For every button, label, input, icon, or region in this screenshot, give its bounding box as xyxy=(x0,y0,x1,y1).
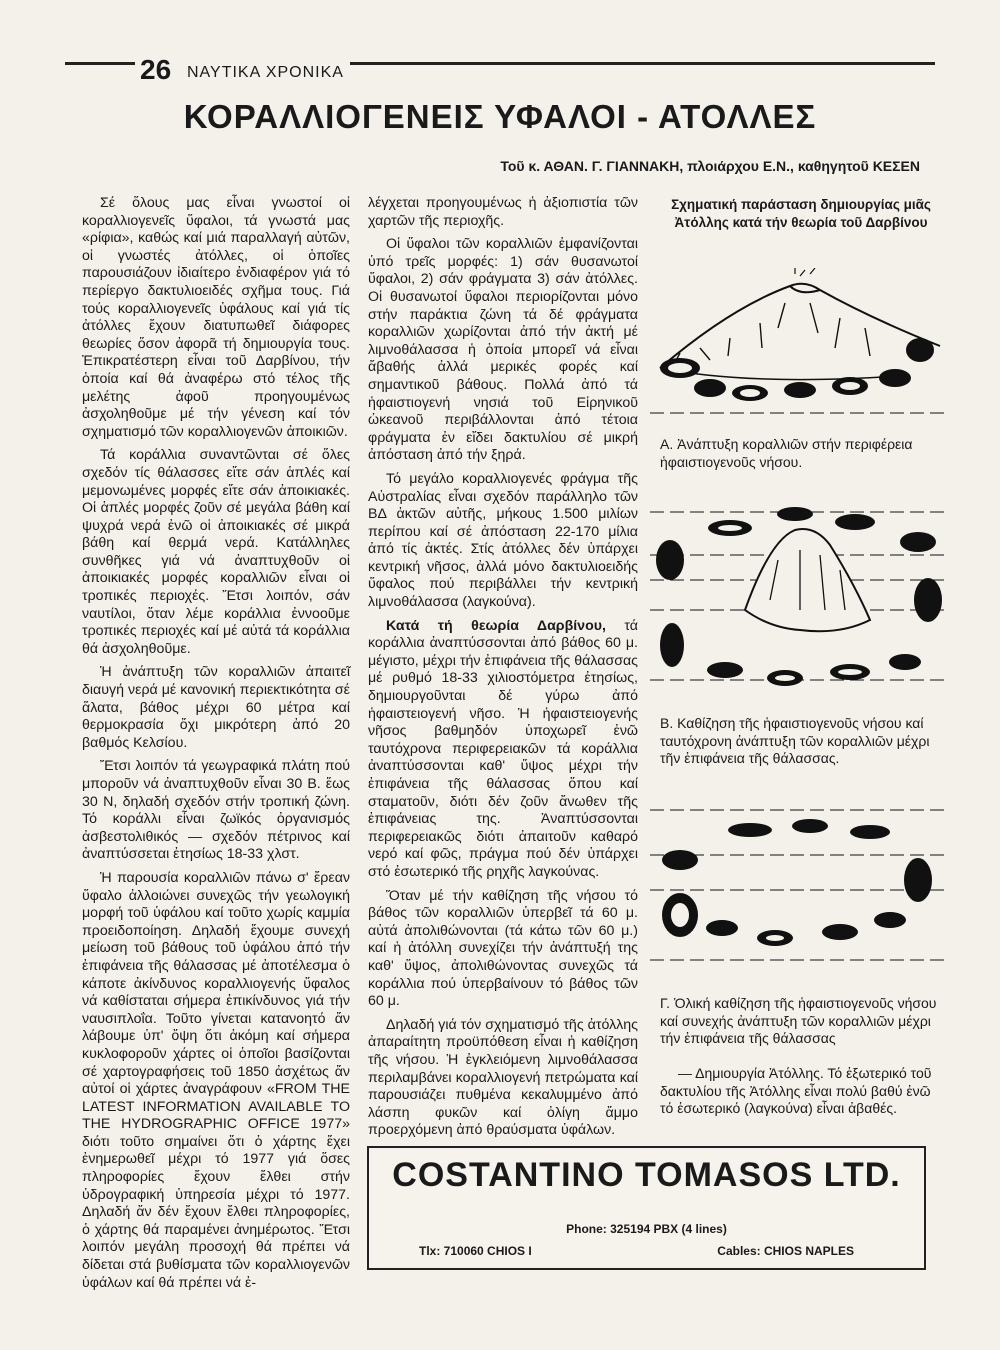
paragraph xyxy=(368,618,638,882)
paragraph: Τά κοράλλια συναντῶνται σέ ὅλες σχεδόν τίς θάλασσες εἴτε σάν ἁπλές καί μεμονωμένες μορφές εἴτε σάν ἀποικιακές. Οἱ ἁπλές μορφές ζοῦν σέ μεγάλα βάθη καί ψυχρά νερά ἐνῶ οἱ ἀποικιακές σέ μικρά βάθη καί θερμά νερά. Κατάλληλες συνθῆκες γιά νά ἀναπτυχθοῦν οἱ ἀποικιακές μορφές κοραλλιῶν εἶναι οἱ τροπικές περιοχές. Ἔτσι λοιπόν, σάν ναυτίλοι, ὅταν λέμε κοράλλια ἐννοοῦμε τροπικές περιοχές καί μέ αὐτά τά κοράλλια θά ἀσχοληθοῦμε. xyxy=(82,447,350,657)
advertiser-telex: Tlx: 710060 CHIOS I xyxy=(419,1244,532,1258)
caption-stage-a: Α. Ἀνάπτυξη κοραλλιῶν στήν περιφέρεια ἡφαιστιογενοῦς νήσου. xyxy=(660,436,913,470)
paragraph: Οἱ ὕφαλοι τῶν κοραλλιῶν ἐμφανίζονται ὑπό τρεῖς μορφές: 1) σάν θυσανωτοί ὕφαλοι, 2) σάν φράγματα 3) σάν ἀτόλλες. Οἱ θυσανωτοί ὕφαλοι περιορίζονται μόνο στήν παράκτια ζώνη τά δέ φράγματα κοραλλιῶν χωρίζονται ἀπό τήν ἀκτή μέ λιμνοθάλασσα ἡ ὁποία μπορεῖ νά εἶναι ἄβαθής ἀλλά μερικές φορές καί σημαντικοῦ βάθους. Πολλά ἀπό τά ἡφαιστιογενή νησιά τοῦ Εἰρηνικοῦ ὠκεανοῦ περιβάλλονται ἀπό τέτοια φράγματα ἐν εἴδει δακτυλίου σέ μικρή ἀπόσταση ἀπό τήν ξηρά. xyxy=(368,236,638,464)
page-number: 26 xyxy=(140,54,172,85)
text-column-2 xyxy=(368,195,638,1146)
advertisement-box xyxy=(367,1146,926,1270)
text-column-1 xyxy=(82,195,350,1298)
advertiser-phone: Phone: 325194 PBX (4 lines) xyxy=(566,1222,727,1236)
article-title: ΚΟΡΑΛΛΙΟΓΕΝΕΙΣ ΥΦΑΛΟΙ - ΑΤΟΛΛΕΣ xyxy=(183,98,817,135)
caption-stage-c-note: — Δημιουργία Ἀτόλλης. Τό ἐξωτερικό τοῦ δακτυλίου τῆς Ἀτόλλης εἶναι πολύ βαθύ ἐνῶ τό ἐσωτερικό (λαγκούνα) εἶναι ἀβαθές. xyxy=(660,1065,932,1116)
illustration-stage-a xyxy=(650,268,950,418)
advertiser-cables: Cables: CHIOS NAPLES xyxy=(717,1244,854,1258)
paragraph: Ὅταν μέ τήν καθίζηση τῆς νήσου τό βάθος τῶν κοραλλιῶν ὑπερβεῖ τά 60 μ. αὐτά ἀπολιθώνονται (τά κάτω τῶν 60 μ.) καί ἡ ἀτόλλη συνεχίζει τήν ἀνάπτυξή της καθ' ὕψος, ἀπολιθώνοντας συνεχῶς τά κοράλλια πού ὑπερβαίνουν τό βάθος τῶν 60 μ. xyxy=(368,887,638,1010)
paragraph: Ἡ παρουσία κοραλλιῶν πάνω σ' ἔρεαν ὕφαλο ἀλλοιώνει συνεχῶς τήν γεωλογική μορφή τοῦ ὑφάλου καί τοῦτο χωρίς καμμία προειδοποίηση. Δηλαδή ἔχουμε συνεχή μείωση τοῦ βάθους τοῦ ὑφάλου ἀπό τήν ἐπιφάνεια τῆς θάλασσας μέ ἀποτέλεσμα ὁ κάποτε ἀκίνδυνος κοραλλιογενής ὕφαλος νά καθίσταται σήμερα ἐπικίνδυνος γιά τήν ναυσιπλοΐα. Τοῦτο γίνεται κατανοητό ἄν λάβουμε ὑπ' ὄψη ὅτι ἀκόμη καί σήμερα κυκλοφοροῦν χάρτες οἱ ὁποῖοι βασίζονται σέ χαρτογραφήσεις τοῦ 1850 ἀσχέτως ἄν αὐτοί οἱ χάρτες ἀναγράφουν «FROM THE LATEST INFORMATION AVAILABLE TO THE HYDROGRAPHIC OFFICE 1977» διότι τοῦτο σημαίνει ὅτι ὁ χάρτης ἔχει ἐνημερωθεῖ μέχρι τό 1977 γιά ὅσες πληροφορίες ἔχουν ἔλθει στήν ὑδρογραφική ὑπηρεσία μέχρι τό 1977. Δηλαδή ἄν δέν ἔχουν ἔλθει πληροφορίες, ὁ χάρτης θά παραμένει ἀνημέρωτος. Ἔτσι λοιπόν μεγάλη προσοχή θά πρέπει νά δίδεται στά βυθίσματα τῶν κοραλλιογενῶν ὑφάλων καί θά πρέπει νά ἐ- xyxy=(82,869,350,1291)
bold-lead-in: Κατά τή θεωρία Δαρβίνου, xyxy=(386,617,606,634)
paragraph-text: τά κοράλλια ἀναπτύσσονται ἀπό βάθος 60 μ. μέγιστο, μέχρι τήν ἐπιφάνεια τῆς θάλασσας μέ ρυθμό 18-33 χιλιοστόμετρα ἐτησίως, δημιουργοῦνται δέ γύρω ἀπό ἡφαιστειογενή νῆσο. Ἡ ἡφαιστειογενής νῆσος βαθμηδόν ὑποχωρεῖ ἐνῶ ταυτόχρονα περιφερειακῶν τά κοράλλια ἀναπτύσσονται καθ' ὕψος μέχρι τήν ἐπιφάνεια τῆς θάλασσας ὅπου καί σταματοῦν, διότι δέν ζοῦν ἄνωθεν τῆς ἐπιφάνειας της. Ἀναπτύσσονται περιφερειακῶς διότι ἀπαιτοῦν καθαρό νερό καί φῶς, πράγμα πού δέν ὑπάρχει στό ἐσωτερικό τῆς ρηχῆς λαγκούνας. xyxy=(368,617,638,880)
advertiser-name: COSTANTINO TOMASOS LTD. xyxy=(392,1156,901,1194)
paragraph: λέγχεται προηγουμένως ἡ ἀξιοπιστία τῶν χαρτῶν τῆς περιοχῆς. xyxy=(368,195,638,229)
running-head: ΝΑΥΤΙΚΑ ΧΡΟΝΙΚΑ xyxy=(187,64,344,81)
paragraph: Ἔτσι λοιπόν τά γεωγραφικά πλάτη πού μποροῦν νά ἀναπτυχθοῦν εἶναι 30 Β. ἕως 30 Ν, δηλαδή σχεδόν στήν τροπική ζώνη. Τό κοράλλι εἶναι ζωϊκός ὀργανισμός ἀσβεστολιθικός — σχεδόν πέτρινος καί ἀναπτύσσεται ἐτησίως 18-33 χλστ. xyxy=(82,758,350,863)
caption-stage-c: Γ. Ὁλική καθίζηση τῆς ἡφαιστιογενοῦς νήσου καί συνεχής ἀνάπτυξη τῶν κοραλλιῶν μέχρι τήν ἐπιφάνεια τῆς θάλασσας xyxy=(660,995,937,1046)
illustration-stage-c xyxy=(650,800,950,970)
illustration-stage-b xyxy=(650,500,950,700)
header-rule-right xyxy=(350,62,935,65)
figure-title: Σχηματική παράσταση δημιουργίας μιᾶς Ἀτόλλης κατά τήν θεωρία τοῦ Δαρβίνου xyxy=(671,197,931,230)
article-byline: Τοῦ κ. ΑΘΑΝ. Γ. ΓΙΑΝΝΑΚΗ, πλοιάρχου Ε.Ν., καθηγητοῦ ΚΕΣΕΝ xyxy=(500,158,920,174)
paragraph: Τό μεγάλο κοραλλιογενές φράγμα τῆς Αὐστραλίας εἶναι σχεδόν παράλληλο τῶν ΒΔ ἀκτῶν αὐτῆς, μήκους 1.500 μιλίων περίπου καί σέ ἀπόσταση 22-170 μίλια ἀπό τίς ἀκτές. Στίς ἀτόλλες δέν ὑπάρχει κεντρική νῆσος, ἀλλά μόνο δακτυλιοειδής ὕφαλος πού περιβάλλει τήν κεντρική λιμνοθάλασσα (λαγκούνα). xyxy=(368,470,638,611)
paragraph: Δηλαδή γιά τόν σχηματισμό τῆς ἀτόλλης ἀπαραίτητη προϋπόθεση εἶναι ἡ καθίζηση τῆς νήσου. Ἡ ἐγκλειόμενη λιμνοθάλασσα περιλαμβάνει κοραλλιογενή πετρώματα καί παρουσιάζει πυθμένα κεκαλυμμένο ἀπό λάσπη φυκῶν καί ὀλίγη ἄμμο προερχόμενη ἀπό θραύσματα ὑφάλων. xyxy=(368,1016,638,1139)
paragraph: Σέ ὅλους μας εἶναι γνωστοί οἱ κοραλλιογενεῖς ὕφαλοι, τά γνωστά μας «ρίφια», καθώς καί μιά παραλλαγή αὐτῶν, οἱ γνωστές ἀτόλλες, οἱ ὁποῖες παρουσιάζουν ἰδιαίτερο ἐνδιαφέρον γιά τό περίεργο δακτυλιοειδές σχῆμα τους. Γιά τούς κοραλλιογενεῖς ὑφάλους καί γιά τίς ἀτόλλες ἔχουν διατυπωθεῖ διάφορες θεωρίες ὅσον ἀφορᾶ τή δημιουργία τους. Ἐπικρατέστερη εἶναι τοῦ Δαρβίνου, τήν ὁποία καί θά ἀναφέρω στό τέλος τῆς μελέτης ἀφοῦ προηγουμένως ἀσχοληθοῦμε μέ τήν γένεση καί τόν σχηματισμό τῶν κοραλλιογενῶν ἀποικιῶν. xyxy=(82,195,350,440)
paragraph: Ἡ ἀνάπτυξη τῶν κοραλλιῶν ἀπαιτεῖ διαυγή νερά μέ κανονική περιεκτικότητα σέ ἅλατα, βάθος μέχρι 60 μέτρα καί θερμοκρασία ὄχι μικρότερη ἀπό 20 βαθμός Κελσίου. xyxy=(82,664,350,751)
caption-stage-b: Β. Καθίζηση τῆς ἡφαιστιογενοῦς νήσου καί ταυτόχρονη ἀνάπτυξη τῶν κοραλλιῶν μέχρι τῆν ἐπιφάνεια τῆς θάλασσας. xyxy=(660,715,930,766)
header-rule-left xyxy=(65,62,135,65)
